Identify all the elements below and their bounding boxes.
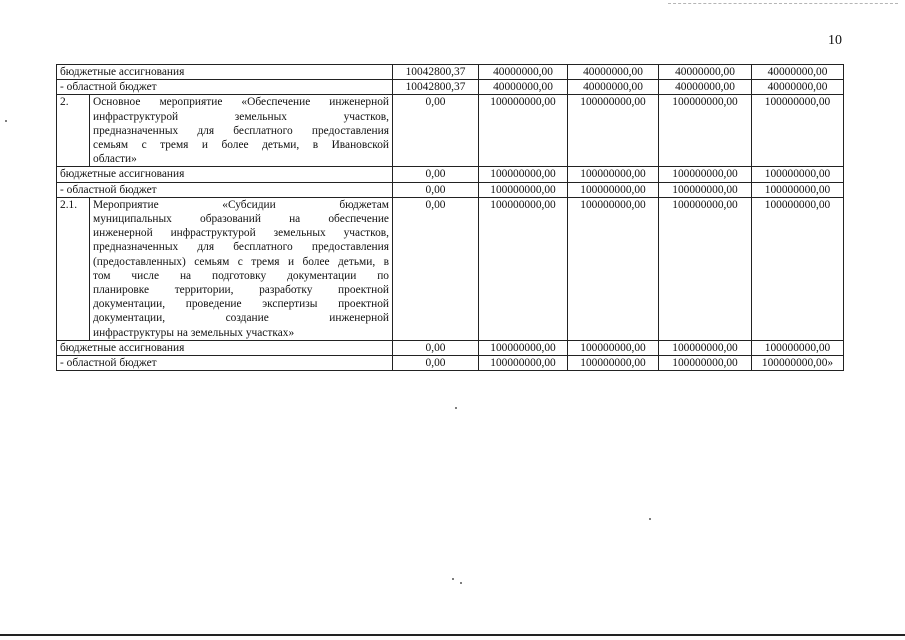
amount-cell: 100000000,00 xyxy=(479,95,568,167)
amount-cell: 100000000,00 xyxy=(568,197,659,340)
amount-cell: 10042800,37 xyxy=(393,80,479,95)
amount-cell: 40000000,00 xyxy=(659,80,752,95)
funding-label: бюджетные ассигнования xyxy=(57,340,393,355)
description-line: планировке территории, разработку проектной xyxy=(93,284,389,297)
measure-index: 2.1. xyxy=(57,197,90,340)
amount-cell: 100000000,00 xyxy=(659,167,752,182)
scan-speck xyxy=(460,582,462,584)
description-line: предназначенных для бесплатного предоставления xyxy=(93,124,389,137)
amount-cell: 100000000,00 xyxy=(568,95,659,167)
amount-cell: 100000000,00 xyxy=(659,340,752,355)
table-row-measure xyxy=(57,95,844,167)
amount-cell: 100000000,00 xyxy=(479,182,568,197)
amount-cell: 10042800,37 xyxy=(393,65,479,80)
table-row-funding xyxy=(57,340,844,355)
table-row-funding xyxy=(57,65,844,80)
amount-cell: 100000000,00 xyxy=(659,182,752,197)
description-line: муниципальных образований на обеспечение xyxy=(93,213,389,226)
measure-index: 2. xyxy=(57,95,90,167)
amount-cell: 0,00 xyxy=(393,182,479,197)
description-line: инфраструктурой земельных участков, xyxy=(93,110,389,123)
amount-cell: 0,00 xyxy=(393,167,479,182)
amount-cell: 100000000,00 xyxy=(568,167,659,182)
description-line: том числе на подготовку документации по xyxy=(93,269,389,282)
amount-cell: 0,00 xyxy=(393,197,479,340)
description-line: инженерной инфраструктурой земельных участков, xyxy=(93,227,389,240)
amount-cell: 40000000,00 xyxy=(568,65,659,80)
amount-cell: 100000000,00 xyxy=(568,356,659,371)
measure-description xyxy=(90,95,393,167)
amount-cell: 100000000,00 xyxy=(479,340,568,355)
scan-speck xyxy=(5,120,7,122)
amount-cell: 100000000,00 xyxy=(568,182,659,197)
amount-cell: 100000000,00 xyxy=(479,167,568,182)
amount-cell: 100000000,00 xyxy=(659,356,752,371)
description-line: Основное мероприятие «Обеспечение инженерной xyxy=(93,96,389,109)
amount-cell: 100000000,00 xyxy=(479,197,568,340)
amount-cell: 40000000,00 xyxy=(479,65,568,80)
description-line: области» xyxy=(93,153,137,166)
table-row-funding xyxy=(57,182,844,197)
amount-cell: 40000000,00 xyxy=(659,65,752,80)
funding-label: бюджетные ассигнования xyxy=(57,65,393,80)
description-line: (предоставленных) семьям с тремя и более детьми, в xyxy=(93,255,389,268)
amount-cell: 0,00 xyxy=(393,95,479,167)
table-row-funding xyxy=(57,167,844,182)
description-line: Мероприятие «Субсидии бюджетам xyxy=(93,198,389,211)
amount-cell: 40000000,00 xyxy=(568,80,659,95)
description-line: документации, проведение экспертизы проектной xyxy=(93,298,389,311)
amount-cell: 100000000,00 xyxy=(752,197,844,340)
amount-cell: 40000000,00 xyxy=(752,65,844,80)
page-number: 10 xyxy=(828,33,842,48)
description-line: инфраструктуры на земельных участках» xyxy=(93,326,295,339)
description-line: семьям с тремя и более детьми, в Ивановской xyxy=(93,139,389,152)
measure-description xyxy=(90,197,393,340)
amount-cell: 100000000,00 xyxy=(752,182,844,197)
scan-speck xyxy=(455,407,457,409)
funding-label: - областной бюджет xyxy=(57,80,393,95)
table-row-funding xyxy=(57,356,844,371)
description-line: документации, создание инженерной xyxy=(93,312,389,325)
budget-table-body xyxy=(57,65,844,371)
amount-cell: 100000000,00 xyxy=(752,167,844,182)
table-row-funding xyxy=(57,80,844,95)
amount-cell: 100000000,00 xyxy=(752,95,844,167)
funding-label: - областной бюджет xyxy=(57,182,393,197)
amount-cell: 100000000,00 xyxy=(659,197,752,340)
amount-cell: 100000000,00 xyxy=(659,95,752,167)
budget-table xyxy=(56,64,844,371)
amount-cell: 40000000,00 xyxy=(752,80,844,95)
amount-cell xyxy=(752,356,844,371)
funding-label: - областной бюджет xyxy=(57,356,393,371)
amount-cell: 100000000,00 xyxy=(752,340,844,355)
bottom-edge-rule xyxy=(0,634,905,636)
top-edge-rule xyxy=(668,3,898,4)
funding-label: бюджетные ассигнования xyxy=(57,167,393,182)
amount-cell: 100000000,00 xyxy=(568,340,659,355)
amount-value: 100000000,00» xyxy=(761,357,834,370)
amount-cell: 0,00 xyxy=(393,340,479,355)
scan-speck xyxy=(452,578,454,580)
scan-speck xyxy=(649,518,651,520)
amount-cell: 100000000,00 xyxy=(479,356,568,371)
amount-cell: 0,00 xyxy=(393,356,479,371)
table-row-measure xyxy=(57,197,844,340)
description-line: предназначенных для бесплатного предоставления xyxy=(93,241,389,254)
amount-cell: 40000000,00 xyxy=(479,80,568,95)
